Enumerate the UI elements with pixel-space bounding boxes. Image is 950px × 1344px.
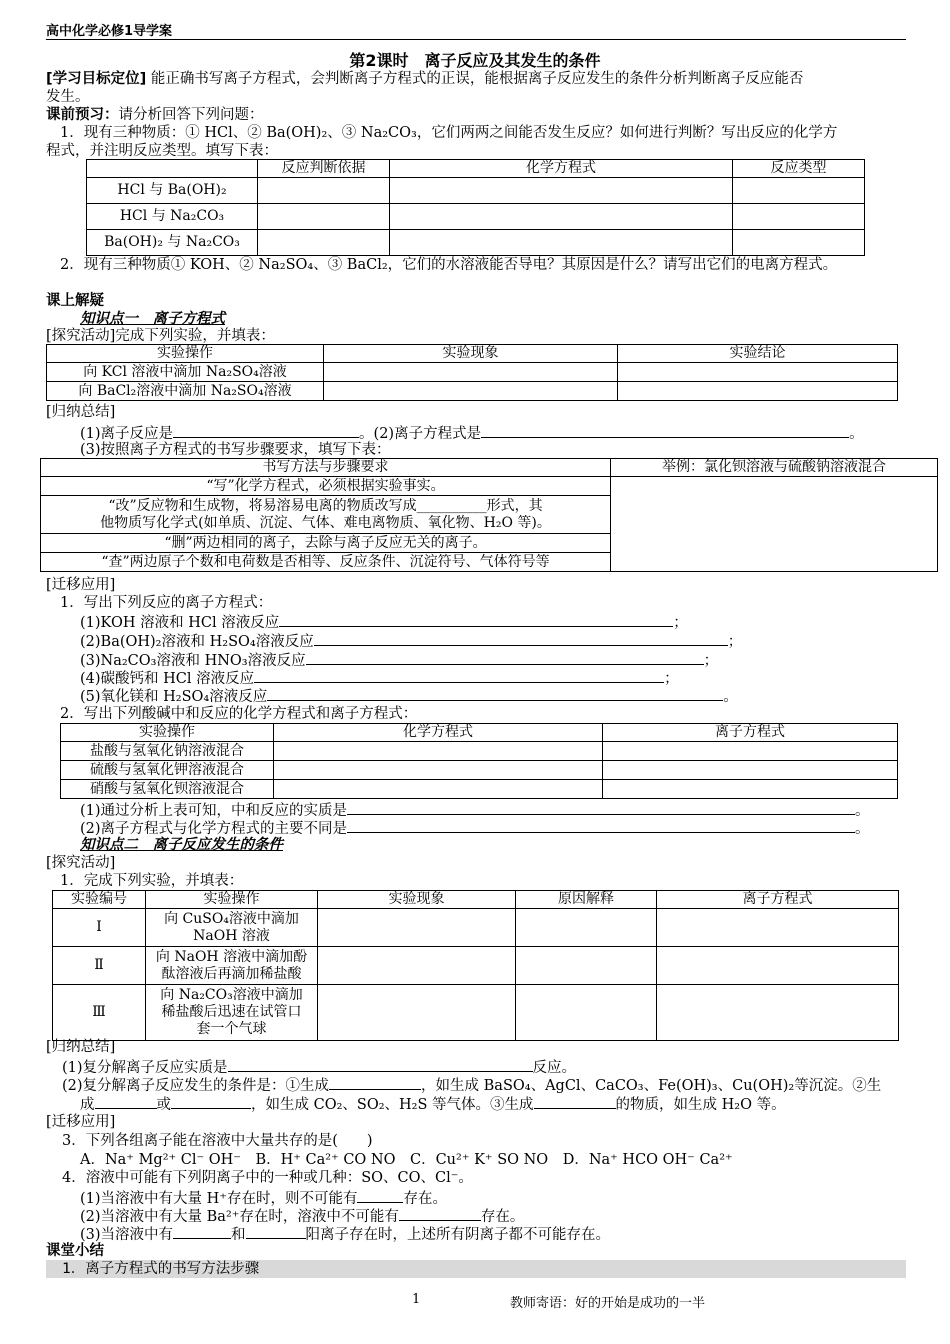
goal-line [46,70,803,88]
answer-cell[interactable] [274,780,603,799]
answer-cell[interactable] [603,761,898,780]
answer-cell[interactable] [657,947,899,985]
blank-label: ，如生成 CO₂、SO₂、H₂S 等气体。③生成 [251,1097,534,1113]
blank-label: 反应。 [532,1060,577,1076]
table-row: 向 BaCl₂溶液中滴加 Na₂SO₄溶液 [47,382,324,401]
rule-line-3 [80,1094,786,1114]
answer-cell[interactable] [324,363,618,382]
explore-label: [探究活动]完成下列实验，并填表： [46,328,275,344]
apply-q1-item [80,612,688,632]
summary-heading: 课堂小结 [46,1243,104,1259]
answer-cell[interactable] [516,985,657,1041]
col-header: 离子方程式 [603,724,898,742]
op-text: NaOH 溶液 [193,927,270,944]
exp-op [146,947,318,985]
q1-text: 1．现有三种物质：① HCl、② Ba(OH)₂、③ Na₂CO₃，它们两两之间能否发生反应？如何进行判断？写出反应的化学方 [60,125,838,141]
summary-label-2: [归纳总结] [46,1039,116,1055]
item-label: (5)氧化镁和 H₂SO₄溶液反应 [80,689,268,705]
answer-cell[interactable] [390,204,733,230]
knowledge-point-1: 知识点一 离子方程式 [80,311,225,327]
table-reactions [86,159,865,256]
blank-label: 或 [156,1097,171,1113]
answer-cell[interactable] [611,477,938,572]
blank[interactable] [267,686,723,701]
blank[interactable] [534,1094,616,1109]
explore-label-2: [探究活动] [46,855,116,871]
answer-cell[interactable] [516,909,657,947]
blank[interactable] [306,650,704,665]
blank[interactable] [399,1206,481,1221]
op-text: 套一个气球 [196,1021,267,1037]
blank[interactable] [347,800,855,815]
footer-motto: 教师寄语：好的开始是成功的一半 [510,1296,706,1311]
col-header: 书写方法与步骤要求 [41,459,611,477]
exp-number: Ⅲ [53,985,146,1041]
answer-cell[interactable] [733,230,865,256]
row-text: 他物质写化学式(如单质、沉淀、气体、难电离物质、氧化物、H₂O 等)。 [100,514,551,531]
exp-op [146,909,318,947]
table-neutralization [60,723,898,799]
q2-text: 2．现有三种物质① KOH、② Na₂SO₄、③ BaCl₂，它们的水溶液能否导电？其原因是什么？请写出它们的电离方程式。 [60,257,838,273]
apply-q2: 2．写出下列酸碱中和反应的化学方程式和离子方程式： [60,706,418,722]
answer-cell[interactable] [618,363,898,382]
blank[interactable] [171,1094,251,1109]
blank[interactable] [329,1075,421,1090]
q1-text-2: 程式，并注明反应类型。填写下表： [46,143,278,159]
answer-cell[interactable] [324,382,618,401]
blank[interactable] [357,1188,403,1203]
header-rule [46,39,906,40]
answer-cell[interactable] [318,909,516,947]
blank-label: 的物质，如生成 H₂O 等。 [615,1097,786,1113]
blank-label: (1)复分解离子反应实质是 [62,1060,228,1076]
blank[interactable] [481,423,849,438]
table-row [41,496,611,534]
neutral-line-2 [80,818,870,838]
table-row: Ba(OH)₂ 与 Na₂CO₃ [87,230,258,256]
answer-cell[interactable] [733,204,865,230]
table-row: 硝酸与氢氧化钡溶液混合 [61,780,274,799]
rule-line-2 [62,1075,881,1095]
row-text: “改”反应物和生成物，将易溶易电离的物质改写成__________形式，其 [108,497,543,514]
op-text: 酞溶液后再滴加稀盐酸 [161,965,302,982]
blank[interactable] [314,631,728,646]
blank-label: ，如生成 BaSO₄、AgCl、CaCO₃、Fe(OH)₃、Cu(OH)₂等沉淀。②生 [421,1078,882,1094]
blank[interactable] [228,1057,533,1072]
table-steps [40,458,938,572]
preview-text: 请分析回答下列问题： [118,107,264,123]
col-header: 原因解释 [516,891,657,909]
op-text: 向 Na₂CO₃溶液中滴加 [160,987,303,1003]
punct: 。 [849,426,864,442]
col-header: 反应类型 [733,160,865,178]
summary-line-1 [80,423,864,443]
answer-cell[interactable] [390,230,733,256]
blank-label: (2)复分解离子反应发生的条件是：①生成 [62,1078,330,1094]
table-row: 硫酸与氢氧化钾溶液混合 [61,761,274,780]
preview-label: 课前预习： [46,107,119,123]
answer-cell[interactable] [258,178,390,204]
blank-label: (2)当溶液中有大量 Ba²⁺存在时，溶液中不可能有 [80,1209,399,1225]
section-heading: 课上解疑 [46,293,104,309]
blank-label: (1)当溶液中有大量 H⁺存在时，则不可能有 [80,1191,358,1207]
neutral-line-1 [80,800,870,820]
col-header: 化学方程式 [274,724,603,742]
table-row: 向 KCl 溶液中滴加 Na₂SO₄溶液 [47,363,324,382]
punct: ； [673,615,688,631]
apply-q1-item [80,650,718,670]
punct: ； [727,634,743,650]
q4-line-2 [80,1206,524,1226]
col-header: 化学方程式 [390,160,733,178]
blank-label: 存在。 [480,1209,525,1225]
table-row: “写”化学方程式，必须根据实验事实。 [41,477,611,496]
q4-text: 4．溶液中可能有下列阴离子中的一种或几种：SO、CO、Cl⁻。 [62,1170,473,1186]
blank[interactable] [347,818,855,833]
answer-cell[interactable] [657,909,899,947]
exp-op [146,985,318,1041]
col-header: 举例：氯化钡溶液与硫酸钠溶液混合 [611,459,938,477]
q4-line-1 [80,1188,447,1208]
item-label: (2)Ba(OH)₂溶液和 H₂SO₄溶液反应 [80,634,314,650]
blank-label: 。(2)离子方程式是 [359,426,482,442]
table-row: “删”两边相同的离子，去除与离子反应无关的离子。 [41,534,611,553]
blank-label: 成 [80,1097,95,1113]
answer-cell[interactable] [390,178,733,204]
answer-cell[interactable] [516,947,657,985]
item-label: (1)KOH 溶液和 HCl 溶液反应 [80,615,280,631]
goal-label: [学习目标定位] [46,71,147,87]
summary-line-3: (3)按照离子方程式的书写步骤要求，填写下表： [80,442,391,458]
punct: 。 [855,803,870,819]
answer-cell[interactable] [603,742,898,761]
answer-cell[interactable] [318,985,516,1041]
summary-item: 1．离子方程式的书写方法步骤 [62,1261,260,1277]
answer-cell[interactable] [318,947,516,985]
q3-options: A．Na⁺ Mg²⁺ Cl⁻ OH⁻ B．H⁺ Ca²⁺ CO NO C．Cu²⁺ K⁺ SO NO D．Na⁺ HCO OH⁻ Ca²⁺ [80,1152,733,1168]
answer-cell[interactable] [274,761,603,780]
col-header: 实验编号 [53,891,146,909]
exp-number: Ⅰ [53,909,146,947]
apply-q1-item [80,668,679,688]
punct: ； [664,671,679,687]
page-number: 1 [412,1292,421,1307]
apply-q1: 1．写出下列反应的离子方程式： [60,595,273,611]
apply-q1-item [80,686,738,706]
answer-cell[interactable] [657,985,899,1041]
preview-line [46,106,264,124]
blank[interactable] [173,423,359,438]
knowledge-point-2: 知识点二 离子反应发生的条件 [80,837,283,853]
answer-cell[interactable] [733,178,865,204]
table-row: HCl 与 Na₂CO₃ [87,204,258,230]
blank[interactable] [95,1094,157,1109]
answer-cell[interactable] [274,742,603,761]
col-header: 实验现象 [324,345,618,363]
blank[interactable] [246,1224,306,1239]
page-title: 第2课时 离子反应及其发生的条件 [349,51,601,70]
goal-text: 能正确书写离子方程式，会判断离子方程式的正误，能根据离子反应发生的条件分析判断离子反应能否 [146,71,804,87]
op-text: 稀盐酸后迅速在试管口 [161,1004,302,1020]
col-header: 实验操作 [146,891,318,909]
answer-cell[interactable] [258,230,390,256]
blank-label: (1)离子反应是 [80,426,174,442]
blank-label: 存在。 [403,1191,447,1207]
punct: 。 [855,821,870,837]
blank-label: (2)离子方程式与化学方程式的主要不同是 [80,821,348,837]
q4-line-3 [80,1224,610,1244]
exp-number: Ⅱ [53,947,146,985]
table-row: “查”两边原子个数和电荷数是否相等、反应条件、沉淀符号、气体符号等 [41,553,611,572]
blank-label: (1)通过分析上表可知，中和反应的实质是 [80,803,348,819]
col-header: 实验结论 [618,345,898,363]
blank-label: (3)当溶液中有 [80,1227,174,1243]
answer-cell[interactable] [258,204,390,230]
table-row: HCl 与 Ba(OH)₂ [87,178,258,204]
punct: ； [703,653,719,669]
punct: 。 [723,689,738,705]
item-label: (3)Na₂CO₃溶液和 HNO₃溶液反应 [80,653,306,669]
apply-label-2: [迁移应用] [46,1114,116,1130]
op-text: 向 NaOH 溶液中滴加酚 [155,948,308,965]
q3-text: 3．下列各组离子能在溶液中大量共存的是( ) [62,1133,373,1149]
summary-label: [归纳总结] [46,404,116,420]
blank-label: 阳离子存在时，上述所有阴离子都不可能存在。 [305,1227,611,1243]
explore-q1: 1．完成下列实验，并填表： [60,873,244,889]
col-header: 实验操作 [47,345,324,363]
table-experiment-1 [46,344,898,401]
col-header: 实验现象 [318,891,516,909]
blank-label: 和 [231,1227,246,1243]
blank[interactable] [254,668,664,683]
doc-header: 高中化学必修1导学案 [46,24,173,39]
blank[interactable] [279,612,673,627]
blank[interactable] [173,1224,231,1239]
answer-cell[interactable] [603,780,898,799]
table-experiment-2 [52,890,899,1041]
table-row: 盐酸与氢氧化钠溶液混合 [61,742,274,761]
rule-line-1 [62,1057,576,1077]
empty-cell [87,160,258,178]
item-label: (4)碳酸钙和 HCl 溶液反应 [80,671,255,687]
goal-text-2: 发生。 [46,89,90,105]
answer-cell[interactable] [618,382,898,401]
col-header: 离子方程式 [657,891,899,909]
col-header: 反应判断依据 [258,160,390,178]
op-text: 向 CuSO₄溶液中滴加 [164,910,299,927]
apply-q1-item [80,631,742,651]
col-header: 实验操作 [61,724,274,742]
apply-label: [迁移应用] [46,577,116,593]
